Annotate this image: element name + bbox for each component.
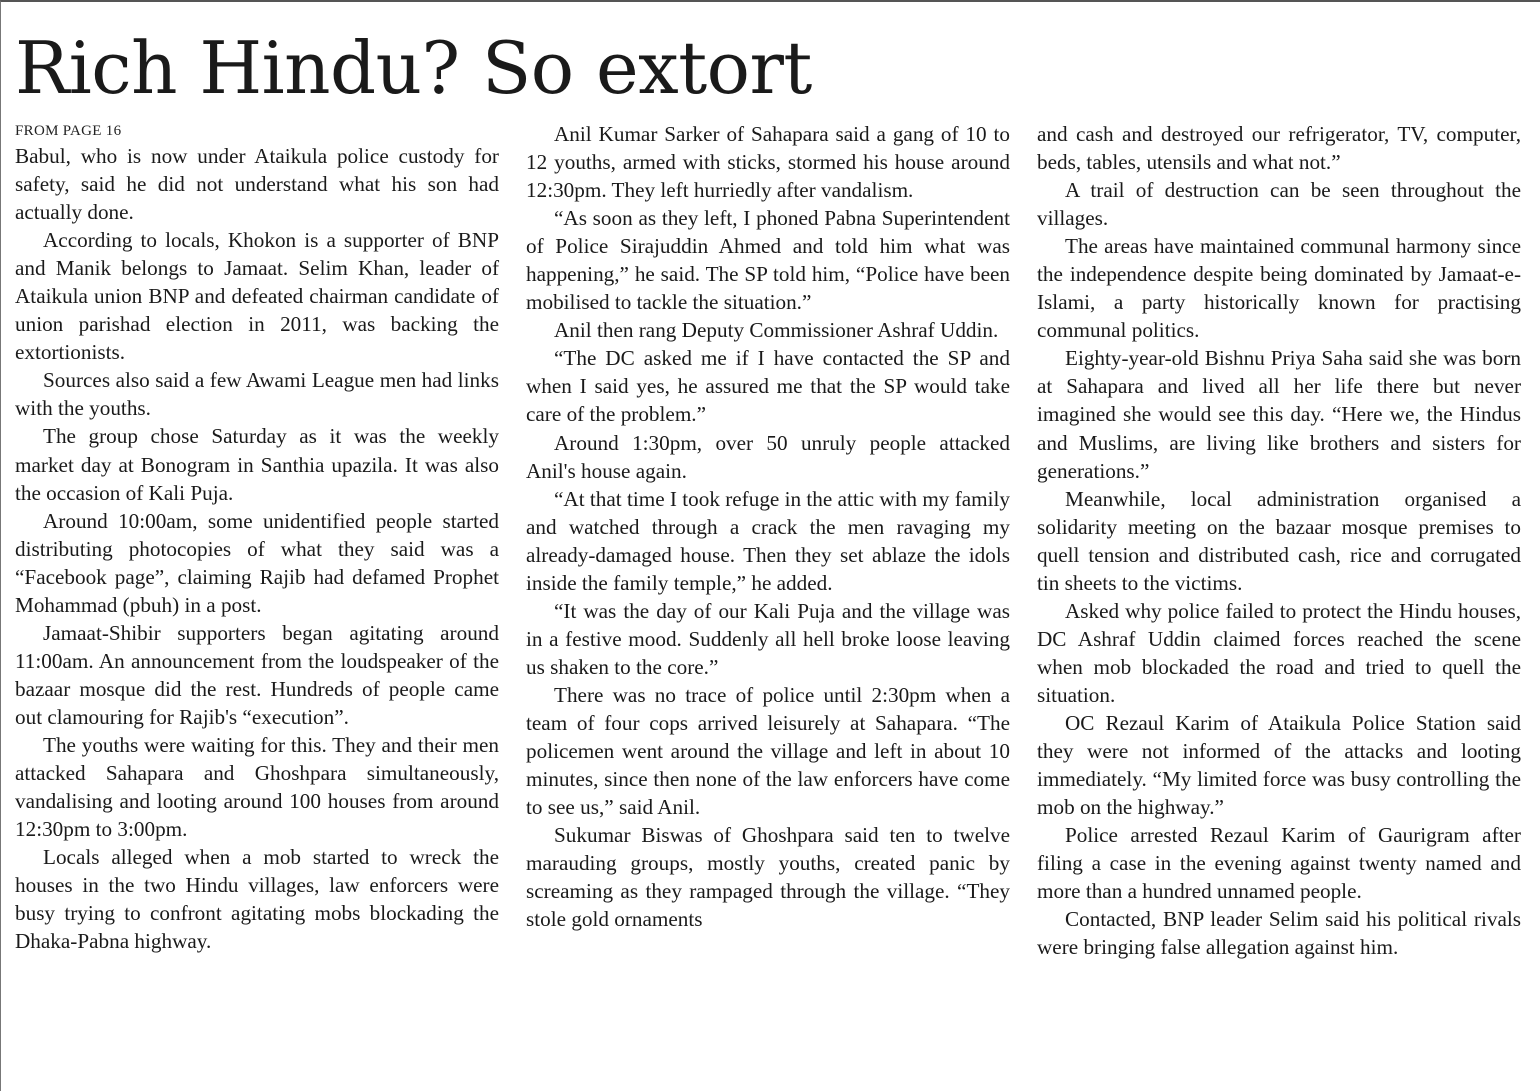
paragraph: Anil then rang Deputy Commissioner Ashraf Uddin. <box>554 318 999 343</box>
paragraph: Anil Kumar Sarker of Sahapara said a gang of 10 to 12 youths, armed with sticks, stormed his house around 12:30pm. They left hurriedly after vandalism. <box>526 122 1010 203</box>
paragraph: The group chose Saturday as it was the weekly market day at Bonogram in Santhia upazila. It was also the occasion of Kali Puja. <box>15 424 499 505</box>
paragraph: Sukumar Biswas of Ghoshpara said ten to twelve marauding groups, mostly youths, created panic by screaming as they rampaged through the village. “They stole gold ornaments <box>526 823 1010 932</box>
paragraph: “It was the day of our Kali Puja and the village was in a festive mood. Suddenly all hell broke loose leaving us shaken to the core.” <box>526 598 1010 679</box>
paragraph: Around 10:00am, some unidentified people started distributing photocopies of what they said was a “Facebook page”, claiming Rajib had defamed Prophet Mohammad (pbuh) in a post. <box>15 508 499 617</box>
paragraph: The areas have maintained communal harmony since the independence despite being dominated by Jamaat-e-Islami, a party historically known for practising communal politics. <box>1037 234 1521 343</box>
paragraph: Police arrested Rezaul Karim of Gaurigram after filing a case in the evening against twenty named and more than a hundred unnamed people. <box>1037 823 1521 904</box>
paragraph: Around 1:30pm, over 50 unruly people attacked Anil's house again. <box>526 430 1010 483</box>
paragraph: Babul, who is now under Ataikula police custody for safety, said he did not understand what his son had actually done. <box>15 144 499 225</box>
paragraph: Jamaat-Shibir supporters began agitating around 11:00am. An announcement from the loudspeaker of the bazaar mosque did the rest. Hundreds of people came out clamouring for Rajib's “execution”. <box>15 620 499 729</box>
article-column-3 <box>1037 120 1521 961</box>
paragraph: Asked why police failed to protect the Hindu houses, DC Ashraf Uddin claimed forces reached the scene when mob blockaded the road and tried to quell the situation. <box>1037 598 1521 707</box>
continued-from-label: FROM PAGE 16 <box>15 123 122 139</box>
paragraph: Locals alleged when a mob started to wreck the houses in the two Hindu villages, law enforcers were busy trying to confront agitating mobs blockading the Dhaka-Pabna highway. <box>15 845 499 954</box>
paragraph: Meanwhile, local administration organised a solidarity meeting on the bazaar mosque premises to quell tension and distributed cash, rice and corrugated tin sheets to the victims. <box>1037 486 1521 595</box>
paragraph: “At that time I took refuge in the attic with my family and watched through a crack the men ravaging my already-damaged house. Then they set ablaze the idols inside the family temple,” he added. <box>526 486 1010 595</box>
headline: Rich Hindu? So extort <box>15 26 812 110</box>
paragraph: The youths were waiting for this. They and their men attacked Sahapara and Ghoshpara simultaneously, vandalising and looting around 100 houses from around 12:30pm to 3:00pm. <box>15 732 499 842</box>
paragraph: Sources also said a few Awami League men had links with the youths. <box>15 368 499 421</box>
paragraph: According to locals, Khokon is a supporter of BNP and Manik belongs to Jamaat. Selim Khan, leader of Ataikula union BNP and defeated chairman candidate of union parishad election in 2011, was backing the extortionists. <box>15 228 499 365</box>
paragraph: “The DC asked me if I have contacted the SP and when I said yes, he assured me that the SP would take care of the problem.” <box>526 346 1010 427</box>
paragraph: A trail of destruction can be seen throughout the villages. <box>1037 178 1521 231</box>
paragraph: “As soon as they left, I phoned Pabna Superintendent of Police Sirajuddin Ahmed and told him what was happening,” he said. The SP told him, “Police have been mobilised to tackle the situation.” <box>526 206 1010 315</box>
article-column-2 <box>526 120 1010 933</box>
article-column-1 <box>15 120 499 955</box>
paragraph: Contacted, BNP leader Selim said his political rivals were bringing false allegation against him. <box>1037 907 1521 960</box>
paragraph: There was no trace of police until 2:30pm when a team of four cops arrived leisurely at Sahapara. “The policemen went around the village and left in about 10 minutes, since then none of the law enforcers have come to see us,” said Anil. <box>526 682 1010 820</box>
paragraph: Eighty-year-old Bishnu Priya Saha said she was born at Sahapara and lived all her life there but never imagined she would see this day. “Here we, the Hindus and Muslims, are living like brothers and sisters for generations.” <box>1037 346 1521 483</box>
paragraph: and cash and destroyed our refrigerator, TV, computer, beds, tables, utensils and what not.” <box>1037 122 1521 175</box>
paragraph: OC Rezaul Karim of Ataikula Police Station said they were not informed of the attacks and looting immediately. “My limited force was busy controlling the mob on the highway.” <box>1037 710 1521 820</box>
